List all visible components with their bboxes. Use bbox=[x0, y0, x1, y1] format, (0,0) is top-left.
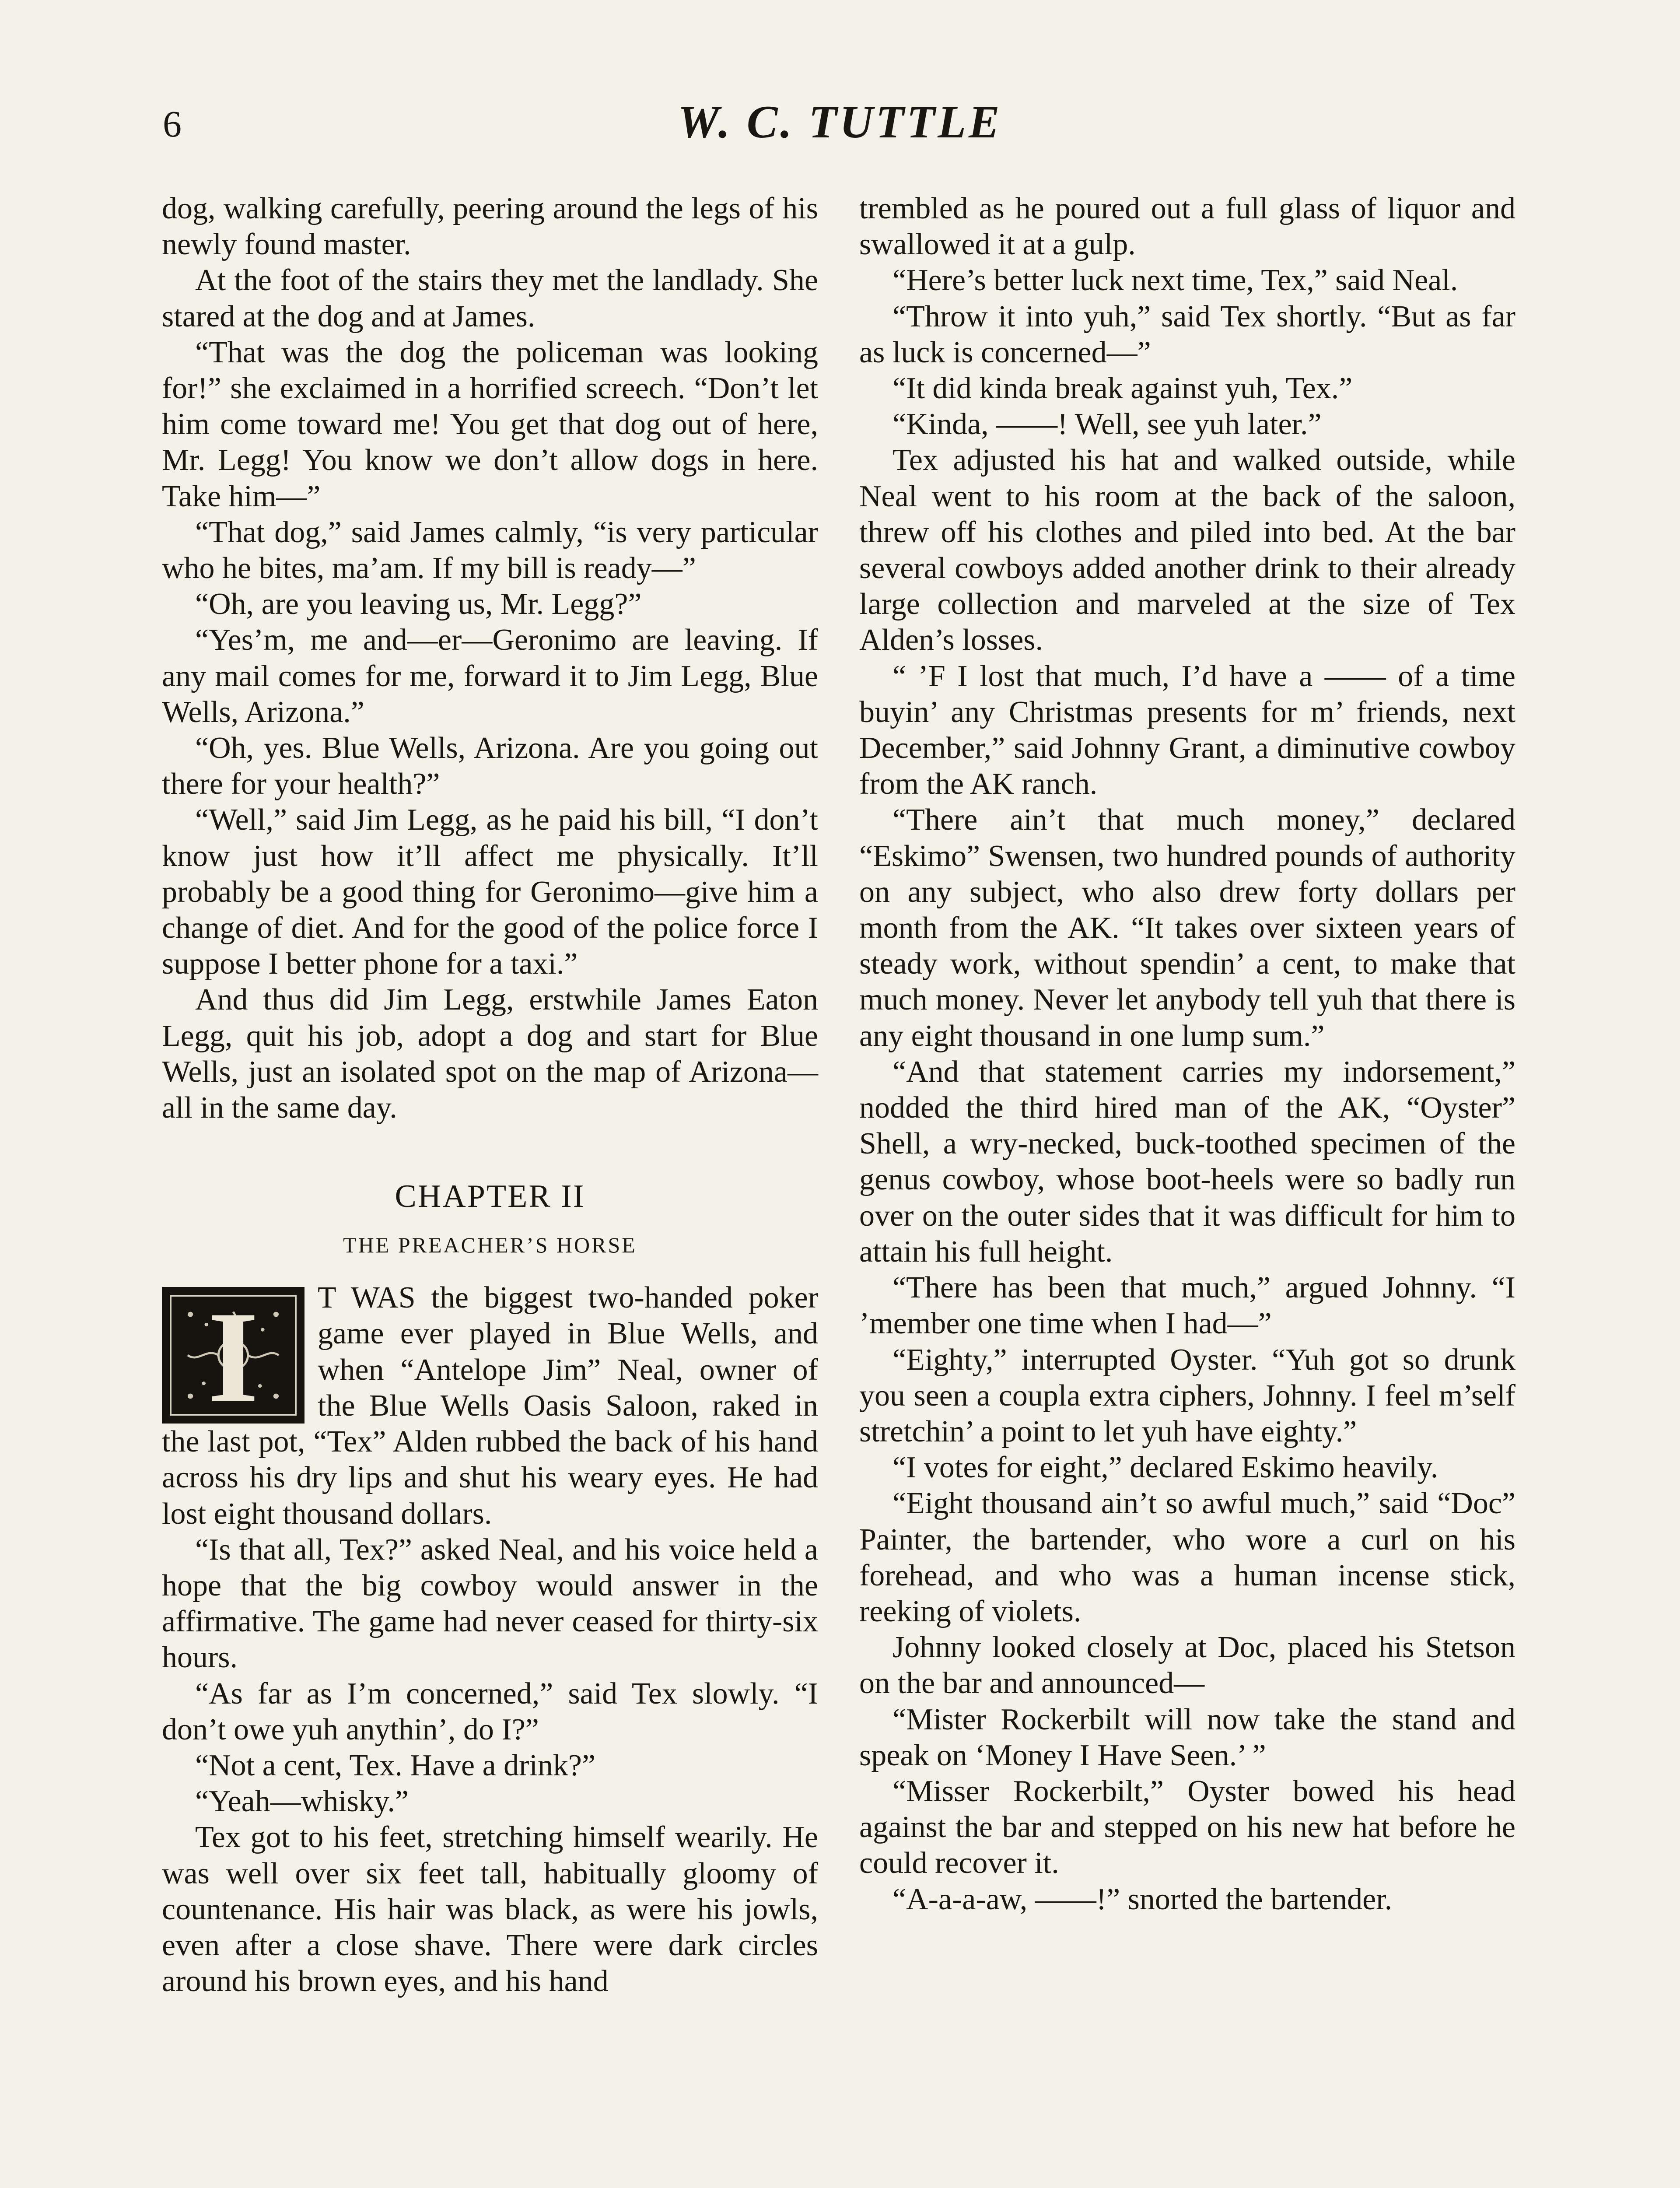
paragraph: “Is that all, Tex?” asked Neal, and his voice held a hope that the big cowboy would answer in the affirmative. The game had never ceased for thirty-six hours. bbox=[162, 1532, 818, 1675]
paragraph: “Yes’m, me and—er—Geronimo are leaving. If any mail comes for me, forward it to Jim Legg, Blue Wells, Arizona.” bbox=[162, 623, 818, 729]
paragraph: “Here’s better luck next time, Tex,” said Neal. bbox=[892, 263, 1458, 298]
paragraph: trembled as he poured out a full glass of liquor and swallowed it at a gulp. bbox=[859, 192, 1516, 262]
paragraph: “That was the dog the policeman was looking for!” she exclaimed in a horrified screech. “Don’t let him come toward me! You get that dog out of here, Mr. Legg! You know we don’t allow dogs in here. Take him—” bbox=[162, 335, 818, 513]
paragraph: “There has been that much,” argued Johnny. “I ’member one time when I had—” bbox=[859, 1271, 1516, 1341]
paragraph: And thus did Jim Legg, erstwhile James Eaton Legg, quit his job, adopt a dog and start for Blue Wells, just an isolated spot on the map of Arizona—all in the same day. bbox=[162, 983, 818, 1125]
page-number: 6 bbox=[163, 103, 182, 145]
paragraph: “Kinda, ——! Well, see yuh later.” bbox=[892, 407, 1322, 442]
paragraph: “Yeah—whisky.” bbox=[195, 1785, 409, 1819]
paragraph: “Eighty,” interrupted Oyster. “Yuh got so drunk you seen a coupla extra ciphers, Johnny. I feel m’self stretchin’ a point to let yuh have eighty.” bbox=[859, 1343, 1516, 1448]
paragraph: Tex got to his feet, stretching himself wearily. He was well over six feet tall, habitually gloomy of countenance. His hair was black, as were his jowls, even after a close shave. There were dark circles around his brown eyes, and his hand bbox=[162, 1820, 818, 1999]
paragraph: “Eight thousand ain’t so awful much,” said “Doc” Painter, the bartender, who wore a curl on his forehead, and who was a human incense stick, reeking of violets. bbox=[859, 1487, 1516, 1628]
paragraph: “That dog,” said James calmly, “is very particular who he bites, ma’am. If my bill is ready—” bbox=[162, 515, 818, 586]
paragraph: “Mister Rockerbilt will now take the stand and speak on ‘Money I Have Seen.’ ” bbox=[859, 1702, 1516, 1772]
chapter-opening-paragraph bbox=[162, 1280, 818, 1532]
paragraph: “It did kinda break against yuh, Tex.” bbox=[892, 372, 1353, 406]
running-head: W. C. TUTTLE bbox=[678, 96, 1002, 147]
paragraph: “Misser Rockerbilt,” Oyster bowed his head against the bar and stepped on his new hat before he could recover it. bbox=[859, 1774, 1516, 1880]
chapter-title: CHAPTER II bbox=[395, 1178, 585, 1215]
paragraph: “Oh, yes. Blue Wells, Arizona. Are you going out there for your health?” bbox=[162, 731, 818, 801]
paragraph: Johnny looked closely at Doc, placed his Stetson on the bar and announced— bbox=[859, 1630, 1516, 1701]
chapter-subtitle: THE PREACHER’S HORSE bbox=[343, 1233, 637, 1258]
paragraph: “Oh, are you leaving us, Mr. Legg?” bbox=[195, 587, 642, 621]
paragraph: “As far as I’m concerned,” said Tex slowly. “I don’t owe yuh anythin’, do I?” bbox=[162, 1676, 818, 1746]
chapter-opening-text: T WAS the biggest two-handed poker game ever played in Blue Wells, and when “Antelope Jim” Neal, owner of the Blue Wells Oasis Saloon, raked in the last pot, “Tex” Alden rubbed the back of his hand across his dry lips and shut his weary eyes. He had lost eight thousand dollars. bbox=[162, 1281, 818, 1531]
left-column bbox=[162, 191, 818, 1999]
paragraph: “I votes for eight,” declared Eskimo heavily. bbox=[892, 1451, 1438, 1485]
paragraph: dog, walking carefully, peering around the legs of his newly found master. bbox=[162, 192, 818, 262]
drop-cap-letter: I bbox=[207, 1284, 259, 1430]
paragraph: Tex adjusted his hat and walked outside, while Neal went to his room at the back of the saloon, threw off his clothes and piled into bed. At the bar several cowboys added another drink to their already large collection and marveled at the size of Tex Alden’s losses. bbox=[859, 443, 1516, 657]
paragraph: “Throw it into yuh,” said Tex shortly. “But as far as luck is concerned—” bbox=[859, 299, 1516, 369]
drop-cap-ornament bbox=[162, 1284, 304, 1430]
paragraph: “ ’F I lost that much, I’d have a —— of a time buyin’ any Christmas presents for m’ friends, next December,” said Johnny Grant, a diminutive cowboy from the AK ranch. bbox=[859, 659, 1516, 801]
paragraph: At the foot of the stairs they met the landlady. She stared at the dog and at James. bbox=[162, 263, 818, 333]
right-column bbox=[859, 191, 1516, 1918]
paragraph: “And that statement carries my indorsement,” nodded the third hired man of the AK, “Oyster” Shell, a wry-necked, buck-toothed specimen of the genus cowboy, whose boot-heels were so badly run over on the outer sides that it was difficult for him to attain his full height. bbox=[859, 1055, 1516, 1269]
paragraph: “There ain’t that much money,” declared “Eskimo” Swensen, two hundred pounds of authority on any subject, who also drew forty dollars per month from the AK. “It takes over sixteen years of steady work, without spendin’ a cent, to make that much money. Never let anybody tell yuh that there is any eight thousand in one lump sum.” bbox=[859, 803, 1516, 1053]
paragraph: “A-a-a-aw, ——!” snorted the bartender. bbox=[892, 1882, 1393, 1916]
paragraph: “Well,” said Jim Legg, as he paid his bill, “I don’t know just how it’ll affect me physically. It’ll probably be a good thing for Geronimo—give him a change of diet. And for the good of the police force I suppose I better phone for a taxi.” bbox=[162, 803, 818, 981]
paragraph: “Not a cent, Tex. Have a drink?” bbox=[195, 1748, 596, 1782]
